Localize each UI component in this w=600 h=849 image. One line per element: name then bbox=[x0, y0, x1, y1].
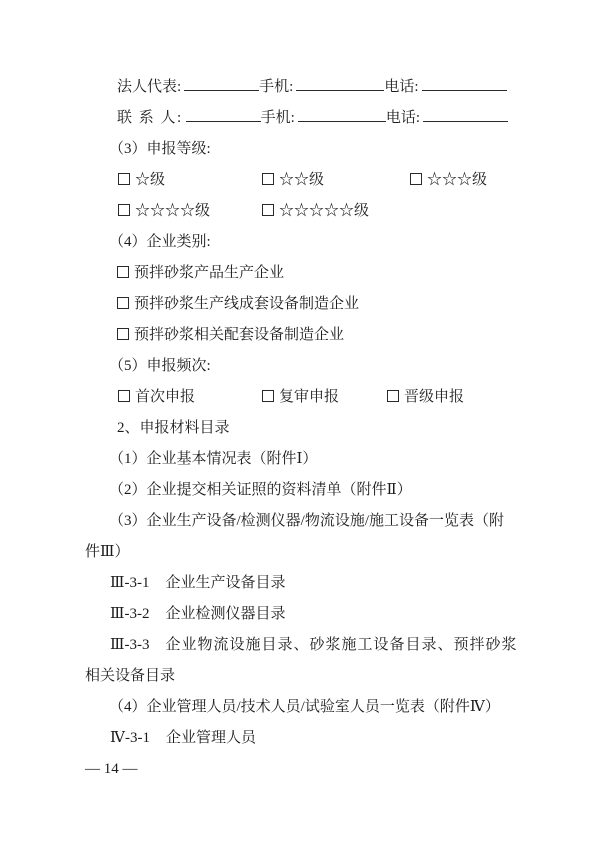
grade-option-2star[interactable] bbox=[262, 165, 324, 196]
frequency-options-row bbox=[85, 382, 517, 413]
materials-subitem-3-1-label: 企业生产设备目录 bbox=[165, 575, 286, 591]
materials-item-1: （1）企业基本情况表（附件Ⅰ） bbox=[109, 451, 318, 467]
grade-heading: （3）申报等级: bbox=[109, 141, 211, 157]
category-option-related-equipment-label: 预拌砂浆相关配套设备制造企业 bbox=[134, 327, 345, 343]
phone-blank-field-row1[interactable] bbox=[422, 77, 507, 91]
checkbox-icon[interactable] bbox=[118, 173, 130, 185]
grade-option-5star-label: ☆☆☆☆☆级 bbox=[279, 203, 370, 219]
document-content bbox=[85, 72, 517, 785]
checkbox-icon[interactable] bbox=[410, 173, 422, 185]
materials-item-3-line-1: （3）企业生产设备/检测仪器/物流设施/施工设备一览表（附 bbox=[109, 513, 505, 529]
checkbox-icon[interactable] bbox=[117, 266, 129, 278]
grade-option-2star-label: ☆☆级 bbox=[279, 172, 325, 188]
materials-subitem-3-3-label: 企业物流设施目录、砂浆施工设备目录、预拌砂浆 bbox=[165, 637, 518, 653]
phone-label-row1: 电话: bbox=[384, 79, 419, 95]
contact-person-blank-field[interactable] bbox=[186, 108, 261, 122]
grade-option-4star-label: ☆☆☆☆级 bbox=[135, 203, 211, 219]
mobile-blank-field-row2[interactable] bbox=[298, 108, 386, 122]
checkbox-icon[interactable] bbox=[262, 173, 274, 185]
frequency-option-review[interactable] bbox=[262, 382, 339, 413]
materials-subitem-4-1-label: 企业管理人员 bbox=[165, 730, 256, 746]
grade-option-3star-label: ☆☆☆级 bbox=[427, 172, 488, 188]
checkbox-icon[interactable] bbox=[118, 204, 130, 216]
materials-subitem-3-1 bbox=[85, 568, 517, 599]
category-option-producer[interactable] bbox=[85, 258, 517, 289]
category-option-producer-label: 预拌砂浆产品生产企业 bbox=[134, 265, 285, 281]
phone-blank-field-row2[interactable] bbox=[423, 108, 508, 122]
frequency-option-upgrade[interactable] bbox=[387, 382, 464, 413]
checkbox-icon[interactable] bbox=[117, 328, 129, 340]
materials-subitem-3-2-label: 企业检测仪器目录 bbox=[165, 606, 286, 622]
legal-representative-row bbox=[85, 72, 517, 103]
grade-option-5star[interactable] bbox=[262, 196, 369, 227]
grade-option-4star[interactable] bbox=[118, 196, 210, 227]
grade-option-3star[interactable] bbox=[410, 165, 487, 196]
legal-representative-label: 法人代表: bbox=[117, 79, 182, 95]
materials-subitem-3-2 bbox=[85, 599, 517, 630]
materials-subitem-3-1-number: Ⅲ-3-1 bbox=[110, 575, 150, 591]
materials-subitem-3-2-number: Ⅲ-3-2 bbox=[110, 606, 150, 622]
materials-subitem-4-1-number: Ⅳ-3-1 bbox=[110, 730, 150, 746]
mobile-blank-field-row1[interactable] bbox=[296, 77, 384, 91]
frequency-heading: （5）申报频次: bbox=[109, 358, 211, 374]
page-number: — 14 — bbox=[85, 761, 138, 777]
mobile-label-row1: 手机: bbox=[259, 79, 294, 95]
category-option-production-line-equipment-label: 预拌砂浆生产线成套设备制造企业 bbox=[134, 296, 360, 312]
materials-heading: 2、申报材料目录 bbox=[117, 420, 230, 436]
frequency-option-first-label: 首次申报 bbox=[135, 389, 196, 405]
checkbox-icon[interactable] bbox=[117, 297, 129, 309]
materials-subitem-4-1 bbox=[85, 723, 517, 754]
grade-options-row-2 bbox=[85, 196, 517, 227]
contact-person-label: 联 系 人: bbox=[117, 110, 183, 126]
frequency-option-review-label: 复审申报 bbox=[279, 389, 340, 405]
checkbox-icon[interactable] bbox=[262, 204, 274, 216]
materials-subitem-3-3-number: Ⅲ-3-3 bbox=[110, 637, 150, 653]
mobile-label-row2: 手机: bbox=[260, 110, 295, 126]
grade-options-row-1 bbox=[85, 165, 517, 196]
checkbox-icon[interactable] bbox=[387, 390, 399, 402]
materials-item-4: （4）企业管理人员/技术人员/试验室人员一览表（附件Ⅳ） bbox=[109, 699, 500, 715]
legal-representative-blank-field[interactable] bbox=[184, 77, 259, 91]
frequency-option-first[interactable] bbox=[118, 382, 195, 413]
grade-option-1star[interactable] bbox=[118, 165, 165, 196]
materials-item-2: （2）企业提交相关证照的资料清单（附件Ⅱ） bbox=[109, 482, 412, 498]
category-option-related-equipment[interactable] bbox=[85, 320, 517, 351]
category-heading: （4）企业类别: bbox=[109, 234, 211, 250]
grade-option-1star-label: ☆级 bbox=[135, 172, 166, 188]
materials-item-3-line-2: 件Ⅲ） bbox=[85, 544, 130, 560]
phone-label-row2: 电话: bbox=[385, 110, 421, 126]
contact-person-row bbox=[85, 103, 517, 134]
materials-subitem-3-3-line-2: 相关设备目录 bbox=[85, 668, 176, 684]
materials-subitem-3-3-line-1 bbox=[85, 630, 517, 661]
category-option-production-line-equipment[interactable] bbox=[85, 289, 517, 320]
frequency-option-upgrade-label: 晋级申报 bbox=[404, 389, 465, 405]
checkbox-icon[interactable] bbox=[118, 390, 130, 402]
checkbox-icon[interactable] bbox=[262, 390, 274, 402]
